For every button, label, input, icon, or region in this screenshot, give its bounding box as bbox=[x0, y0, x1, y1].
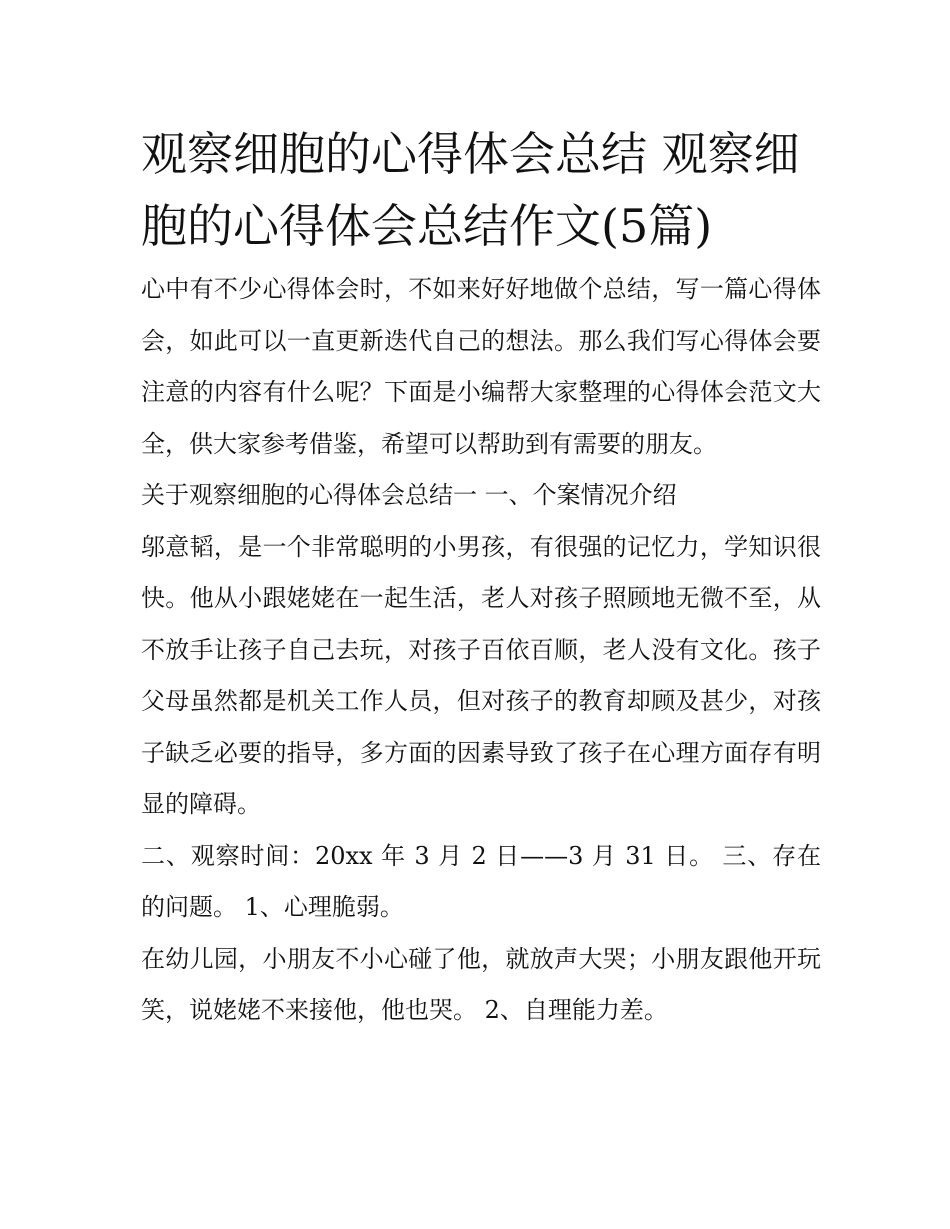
observation-time-paragraph: 二、观察时间：20xx 年 3 月 2 日——3 月 31 日。 三、存在的问题。 1、心理脆弱。 bbox=[141, 841, 821, 921]
section-heading: 关于观察细胞的心得体会总结一 一、个案情况介绍 bbox=[141, 481, 677, 509]
intro-paragraph: 心中有不少心得体会时，不如来好好地做个总结，写一篇心得体会，如此可以一直更新迭代自己的想法。那么我们写心得体会要注意的内容有什么呢？下面是小编帮大家整理的心得体会范文大全，供大家参考借鉴，希望可以帮助到有需要的朋友。 bbox=[141, 275, 821, 458]
document-title: 观察细胞的心得体会总结 观察细胞的心得体会总结作文(5篇) bbox=[141, 127, 800, 253]
case-description-paragraph: 邬意韬，是一个非常聪明的小男孩，有很强的记忆力，学知识很快。他从小跟姥姥在一起生活，老人对孩子照顾地无微不至，从不放手让孩子自己去玩，对孩子百依百顺，老人没有文化。孩子父母虽然都是机关工作人员，但对孩子的教育却顾及甚少，对孩子缺乏必要的指导，多方面的因素导致了孩子在心理方面存有明显的障碍。 bbox=[141, 532, 821, 818]
document-page bbox=[141, 118, 821, 1037]
kindergarten-paragraph: 在幼儿园，小朋友不小心碰了他，就放声大哭；小朋友跟他开玩笑，说姥姥不来接他，他也哭。 2、自理能力差。 bbox=[141, 944, 821, 1024]
